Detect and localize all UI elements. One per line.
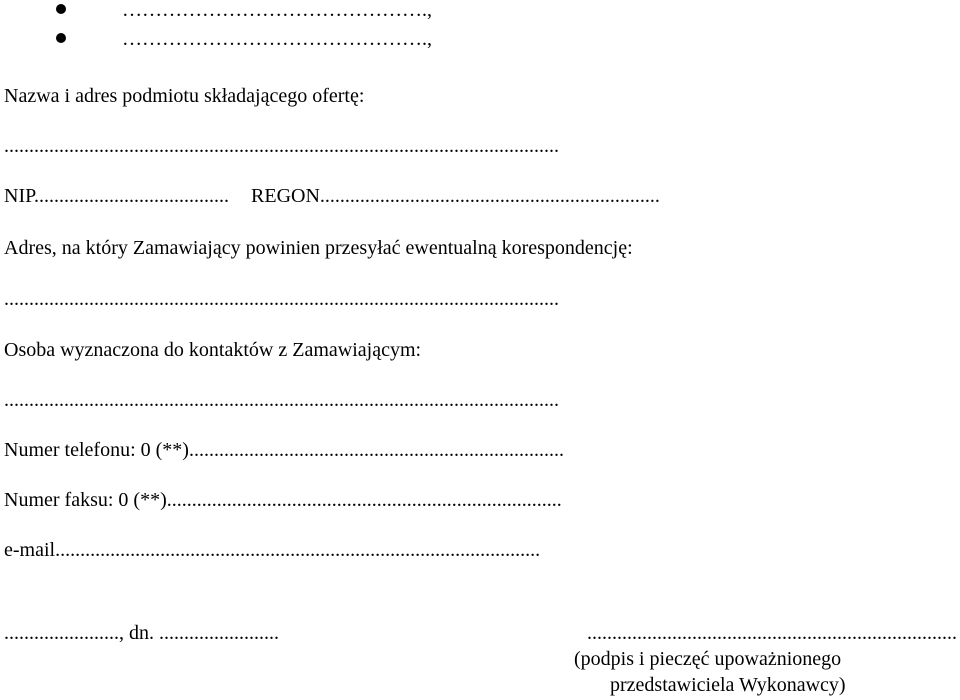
- fax-row: [4, 488, 562, 512]
- bullet-item: [56, 0, 432, 20]
- bullet-icon: [56, 4, 66, 14]
- contact-label: Osoba wyznaczona do kontaktów z Zamawiającym:: [4, 339, 422, 361]
- signature-dots: ..........................................................................: [587, 622, 957, 644]
- signature-line2: przedstawiciela Wykonawcy): [610, 674, 846, 696]
- bullet-item: [56, 29, 432, 49]
- date-label: , dn.: [119, 622, 154, 644]
- nip-regon-row: [4, 184, 660, 208]
- bullet-text: ……………………………………….,: [122, 28, 432, 50]
- place-date-row: [4, 621, 279, 645]
- nip-value: .......................................: [34, 185, 230, 207]
- bullet-icon: [56, 33, 66, 43]
- signature-line1: (podpis i pieczęć upoważnionego: [574, 648, 842, 670]
- contact-value: ...............................................................................................................: [4, 389, 559, 411]
- email-value: .................................................................................................: [55, 539, 541, 561]
- regon-label: REGON: [251, 185, 320, 207]
- company-value: ...............................................................................................................: [4, 135, 559, 157]
- date-dots: ........................: [159, 622, 279, 644]
- place-dots: .......................: [4, 622, 119, 644]
- correspondence-value: ...............................................................................................................: [4, 288, 559, 310]
- company-label: Nazwa i adres podmiotu składającego ofertę:: [4, 85, 365, 107]
- nip-label: NIP: [4, 185, 35, 207]
- fax-label: Numer faksu: 0 (**): [4, 489, 167, 511]
- phone-row: [4, 438, 564, 462]
- fax-value: ...............................................................................: [166, 489, 562, 511]
- email-row: [4, 538, 540, 562]
- email-label: e-mail: [4, 539, 56, 561]
- phone-value: ...........................................................................: [188, 439, 564, 461]
- phone-label: Numer telefonu: 0 (**): [4, 439, 189, 461]
- bullet-text: ……………………………………….,: [122, 0, 432, 21]
- regon-value: ....................................................................: [319, 185, 660, 207]
- correspondence-label: Adres, na który Zamawiający powinien przesyłać ewentualną korespondencję:: [4, 237, 633, 259]
